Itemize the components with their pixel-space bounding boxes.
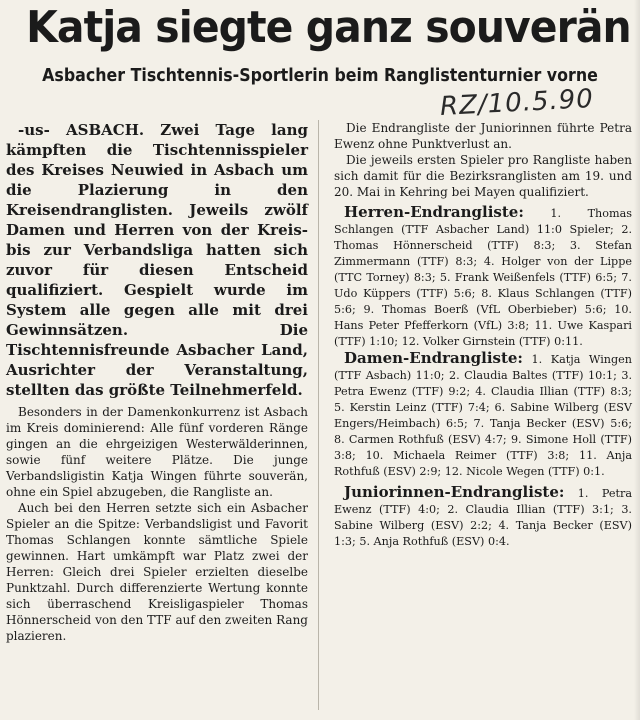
left-column (6, 120, 308, 644)
page-edge-shadow (634, 0, 640, 720)
herren-ranking-heading: Herren-Endrangliste: (344, 203, 524, 221)
junior-ranking (334, 484, 632, 550)
damen-ranking-heading: Damen-Endrangliste: (344, 349, 523, 367)
subheadline: Asbacher Tischtennis-Sportlerin beim Ranglistenturnier vorne (42, 65, 598, 86)
paragraph-qualification: Die jeweils ersten Spieler pro Rangliste haben sich damit für die Bezirksranglisten am 19. und 20. Mai in Kehring bei Mayen qualifiziert. (334, 153, 632, 199)
damen-ranking-text: 1. Katja Wingen (TTF Asbach) 11:0; 2. Claudia Baltes (TTF) 10:1; 3. Petra Ewenz (TTF) 9:2; 4. Claudia Illian (TTF) 8:3; 5. Kerstin Leinz (TTF) 7:4; 6. Sabine Wilberg (ESV Engers/Heimbach) 6:5; 7. Tanja Becker (ESV) 5:6; 8. Carmen Rothfuß (ESV) 4:7; 9. Simone Holl (TTF) 3:8; 10. Michaela Reimer (TTF) 3:8; 11. Anja Rothfuß (ESV) 2:9; 12. Nicole Wegen (TTF) 0:1. (334, 353, 632, 478)
junior-ranking-heading: Juniorinnen-Endrangliste: (344, 483, 565, 501)
damen-ranking (334, 350, 632, 480)
herren-ranking (334, 204, 632, 350)
headline: Katja siegte ganz souverän (26, 2, 631, 53)
handwritten-date-note: RZ/10.5.90 (439, 83, 595, 123)
paragraph-damen-konkurrenz: Besonders in der Damenkonkurrenz ist Asbach im Kreis dominierend: Alle fünf vorderen Ränge gingen an die ehrgeizigen Westerwälderinnen, sowie fünf weitere Plätze. Die junge Verbandsligistin Katja Wingen führte souverän, ohne ein Spiel abzugeben, die Rangliste an. (6, 405, 308, 499)
herren-ranking-text: 1. Thomas Schlangen (TTF Asbacher Land) 11:0 Spieler; 2. Thomas Hönnerscheid (TTF) 8:3; 3. Stefan Zimmermann (TTF) 8:3; 4. Holger von der Lippe (TTC Torney) 8:3; 5. Frank Weißenfels (TTF) 6:5; 7. Udo Küppers (TTF) 5:6; 8. Klaus Schlangen (TTF) 5:6; 9. Thomas Boerß (VfL Oberbieber) 5:6; 10. Hans Peter Pfefferkorn (VfL) 3:8; 11. Uwe Kaspari (TTF) 1:10; 12. Volker Girnstein (TTF) 0:11. (334, 207, 633, 348)
paragraph-herren: Auch bei den Herren setzte sich ein Asbacher Spieler an die Spitze: Verbandsligist und Favorit Thomas Schlangen konnte sämtliche Spiele gewinnen. Hart umkämpft war Platz zwei der Herren: Gleich drei Spieler erzielten dieselbe Punktzahl. Durch differenzierte Wertung konnte sich überraschend Kreisligaspieler Thomas Hönnerscheid von den TTF auf den zweiten Rang plazieren. (6, 501, 308, 643)
column-divider (318, 120, 319, 710)
right-column (334, 120, 632, 550)
lead-paragraph: -us- ASBACH. Zwei Tage lang kämpften die Tischtennisspieler des Kreises Neuwied in Asbach um die Plazierung in den Kreisendranglisten. Jeweils zwölf Damen und Herren von der Kreis- bis zur Verbandsliga hatten sich zuvor für diesen Entscheid qualifiziert. Gespielt wurde im System alle gegen alle mit drei Gewinnsätzen. Die Tischtennisfreunde Asbacher Land, Ausrichter der Veranstaltung, stellten das größte Teilnehmerfeld. (6, 121, 308, 399)
junior-ranking-text: 1. Petra Ewenz (TTF) 4:0; 2. Claudia Illian (TTF) 3:1; 3. Sabine Wilberg (ESV) 2:2; 4. Tanja Becker (ESV) 1:3; 5. Anja Rothfuß (ESV) 0:4. (334, 487, 633, 548)
paragraph-juniorinnen: Die Endrangliste der Juniorinnen führte Petra Ewenz ohne Punktverlust an. (334, 121, 632, 151)
